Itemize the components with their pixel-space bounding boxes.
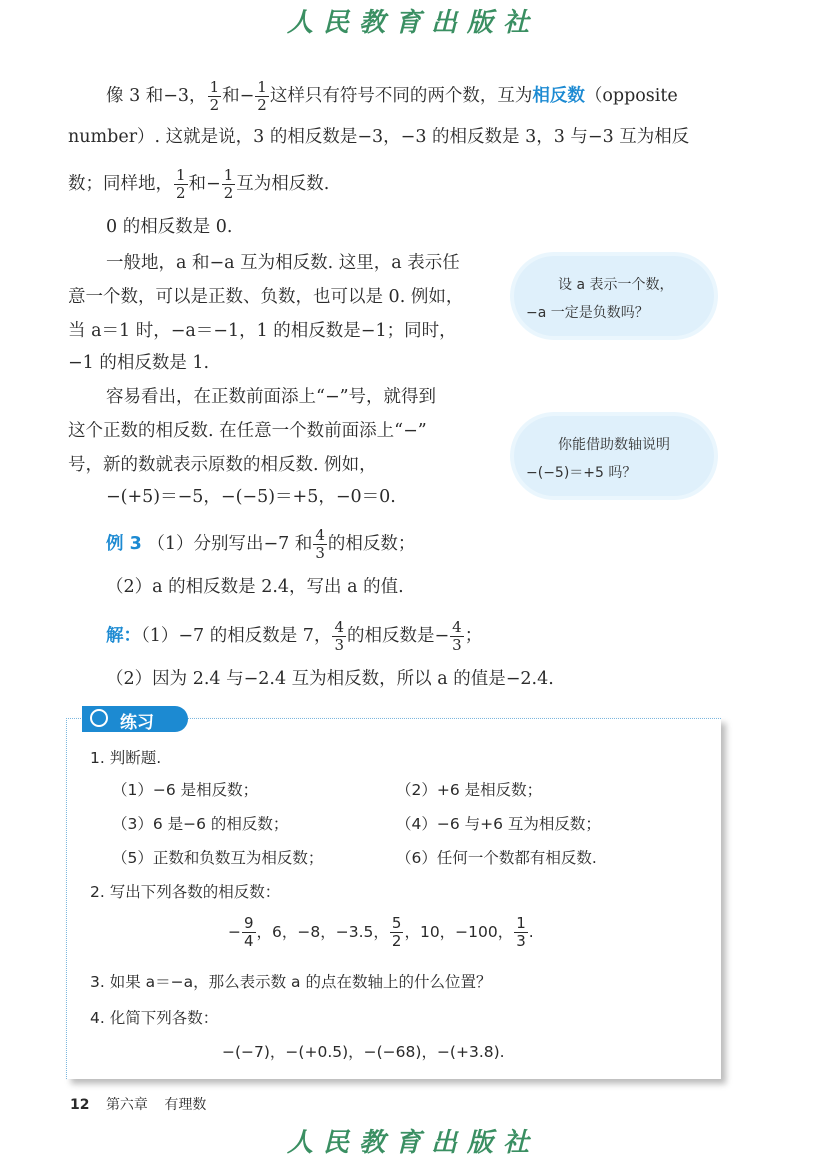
frac-num: 1 [223,166,234,184]
publisher-header: 人民教育出版社 [286,8,539,38]
frac-num: 1 [209,78,220,96]
paragraph-3-line-3: 当 a＝1 时，−a＝−1，1 的相反数是−1；同时， [68,321,457,341]
fraction-half [174,168,188,201]
text: （1）−7 的相反数是 7， [141,626,332,646]
frac-num: 1 [257,78,267,96]
frac-den: 3 [452,636,462,654]
text: 的相反数； [327,534,416,554]
q1-item-3: （3）6 是−6 的相反数； [112,815,289,833]
text: 和− [222,86,255,106]
fraction-four-thirds [332,620,346,653]
frac-num: 1 [176,166,186,184]
exercise-q2: 2. 写出下列各数的相反数： [90,883,281,901]
text: 的相反数是− [347,626,450,646]
page-footer [70,1094,206,1114]
publisher-footer: 人民教育出版社 [286,1128,539,1158]
exercise-tab [82,706,188,732]
example-3-solution-1 [106,620,482,653]
frac-num: 4 [334,618,344,636]
paragraph-4-line-3: 号，新的数就表示原数的相反数. 例如， [68,455,377,475]
frac-num: 1 [516,914,526,932]
fraction-half [208,80,222,113]
pencil-icon [90,709,108,727]
q1-item-6: （6）任何一个数都有相反数. [396,849,597,867]
q1-item-2: （2）+6 是相反数； [396,781,543,799]
paragraph-2: 0 的相反数是 0. [106,217,233,237]
paragraph-3-line-1: 一般地，a 和−a 互为相反数. 这里，a 表示任 [106,253,460,273]
frac-den: 2 [223,184,234,202]
paragraph-4-line-4: −(+5)＝−5，−(−5)＝+5，−0＝0. [106,487,396,507]
frac-den: 2 [391,932,402,950]
text: （opposite [584,86,678,106]
fraction-half [222,168,236,201]
text: （1）分别写出−7 和 [147,534,313,554]
fraction-one-third [514,916,528,949]
text: − [228,923,241,941]
exercise-q2-numbers [228,914,534,950]
q1-item-4: （4）−6 与+6 互为相反数； [396,815,601,833]
frac-num: 5 [391,914,402,932]
frac-num: 4 [315,526,325,544]
exercise-q4: 4. 化简下列各数： [90,1009,219,1027]
fraction-four-thirds [313,528,327,561]
paragraph-1-line-1 [106,80,678,113]
text: ，10，−100， [404,923,514,941]
frac-den: 2 [209,96,220,114]
cloud-1-line-2: −a 一定是负数吗？ [526,305,649,321]
chapter-label: 第六章 [105,1097,148,1113]
paragraph-1-line-3 [68,168,329,201]
paragraph-4-line-2: 这个正数的相反数. 在任意一个数前面添上“−” [68,421,427,441]
q1-item-5: （5）正数和负数互为相反数； [112,849,324,867]
fraction-five-halves [390,916,404,949]
text: ； [464,626,483,646]
example-3-solution-2: （2）因为 2.4 与−2.4 互为相反数，所以 a 的值是−2.4. [106,669,554,689]
frac-num: 4 [452,618,462,636]
frac-den: 3 [516,932,526,950]
text: 这样只有符号不同的两个数，互为 [269,86,533,106]
paragraph-3-line-2: 意一个数，可以是正数、负数，也可以是 0. 例如， [68,287,464,307]
fraction-four-thirds [450,620,464,653]
cloud-2-line-1: 你能借助数轴说明 [558,437,670,453]
paragraph-3-line-4: −1 的相反数是 1. [68,353,210,373]
page-number: 12 [70,1097,90,1113]
text: 数；同样地， [68,174,173,194]
text: ，6，−8，−3.5， [256,923,389,941]
text: 像 3 和−3， [106,86,207,106]
example-3-question-2: （2）a 的相反数是 2.4，写出 a 的值. [106,577,404,597]
fraction-half [255,80,269,113]
text: 互为相反数. [236,174,330,194]
exercise-q3: 3. 如果 a＝−a，那么表示数 a 的点在数轴上的什么位置？ [90,973,492,991]
frac-den: 2 [257,96,267,114]
keyword-opposite-number: 相反数 [532,86,585,106]
example-3-question-1 [106,528,415,561]
text: 和− [188,174,221,194]
text: . [528,923,534,941]
q1-item-1: （1）−6 是相反数； [112,781,259,799]
thought-cloud-1 [514,256,714,336]
solution-label: 解： [106,626,141,646]
paragraph-4-line-1: 容易看出，在正数前面添上“−”号，就得到 [106,387,437,407]
frac-num: 9 [244,914,254,932]
example-label: 例 3 [106,534,142,554]
frac-den: 3 [334,636,344,654]
exercise-q4-items: −(−7)，−(+0.5)，−(−68)，−(+3.8). [222,1043,505,1061]
exercise-title: 练习 [120,713,154,733]
frac-den: 3 [315,544,325,562]
frac-den: 4 [244,932,254,950]
cloud-1-line-1: 设 a 表示一个数， [558,277,674,293]
exercise-q1: 1. 判断题. [90,749,162,767]
cloud-2-line-2: −(−5)＝+5 吗？ [526,465,637,481]
section-label: 有理数 [164,1097,207,1113]
fraction-nine-fourths [242,916,256,949]
paragraph-1-line-2: number）. 这就是说，3 的相反数是−3，−3 的相反数是 3，3 与−3 互为相反 [68,127,690,147]
thought-cloud-2 [514,416,714,496]
frac-den: 2 [176,184,186,202]
